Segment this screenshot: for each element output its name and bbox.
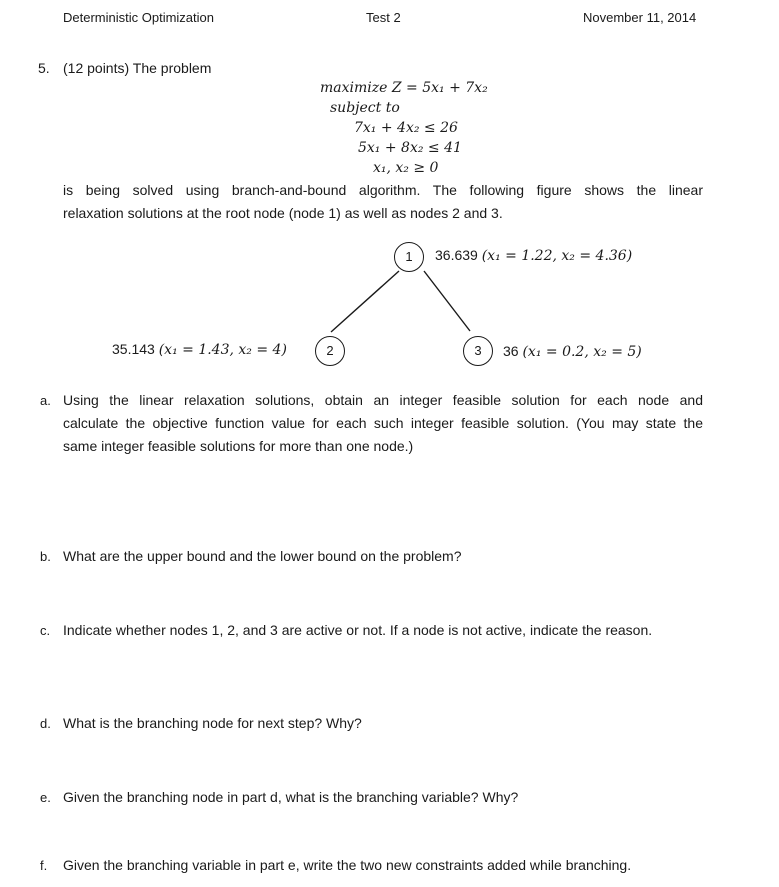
question-a-line-2: calculate the objective function value for each such integer feasible solution. (You may state the [63, 415, 703, 431]
constraint-1: 7x₁ + 4x₂ ≤ 26 [354, 120, 458, 136]
question-a-letter: a. [40, 393, 51, 408]
node-3-solution: (x₁ = 0.2, x₂ = 5) [522, 344, 642, 360]
constraint-nonneg: x₁, x₂ ≥ 0 [373, 160, 439, 176]
node-1-value: 36.639 [435, 247, 478, 263]
edge-1-2 [331, 271, 399, 332]
problem-number: 5. [38, 60, 50, 76]
question-b-letter: b. [40, 549, 51, 564]
node-3-label [503, 343, 642, 360]
constraint-2: 5x₁ + 8x₂ ≤ 41 [358, 140, 462, 156]
problem-intro: (12 points) The problem [63, 60, 212, 76]
subject-to: subject to [330, 100, 400, 116]
question-f-letter: f. [40, 858, 48, 873]
question-d-text: What is the branching node for next step? Why? [63, 715, 362, 731]
tree-node-1: 1 [394, 242, 424, 272]
header-test: Test 2 [366, 10, 401, 25]
node-1-label [435, 247, 632, 264]
node-2-value: 35.143 [112, 341, 155, 357]
problem-description-line-2: relaxation solutions at the root node (node 1) as well as nodes 2 and 3. [63, 205, 503, 221]
question-c-text: Indicate whether nodes 1, 2, and 3 are active or not. If a node is not active, indicate the reason. [63, 622, 653, 638]
node-2-label [112, 341, 287, 358]
node-3-value: 36 [503, 343, 519, 359]
question-e-text: Given the branching node in part d, what is the branching variable? Why? [63, 789, 519, 805]
tree-node-3: 3 [463, 336, 493, 366]
question-f-text: Given the branching variable in part e, write the two new constraints added while branching. [63, 857, 632, 873]
question-a-line-1: Using the linear relaxation solutions, obtain an integer feasible solution for each node and [63, 392, 703, 408]
question-b-text: What are the upper bound and the lower bound on the problem? [63, 548, 462, 564]
question-d-letter: d. [40, 716, 51, 731]
tree-node-2: 2 [315, 336, 345, 366]
edge-1-3 [424, 271, 470, 331]
question-c-letter: c. [40, 623, 51, 638]
node-2-solution: (x₁ = 1.43, x₂ = 4) [158, 342, 287, 358]
question-a-line-3: same integer feasible solutions for more than one node.) [63, 438, 414, 454]
node-1-solution: (x₁ = 1.22, x₂ = 4.36) [481, 248, 633, 264]
question-e-letter: e. [40, 790, 51, 805]
objective-function: maximize Z = 5x₁ + 7x₂ [320, 80, 488, 96]
header-date: November 11, 2014 [583, 10, 697, 25]
problem-description-line-1: is being solved using branch-and-bound algorithm. The following figure shows the linear [63, 182, 703, 198]
header-course: Deterministic Optimization [63, 10, 214, 25]
